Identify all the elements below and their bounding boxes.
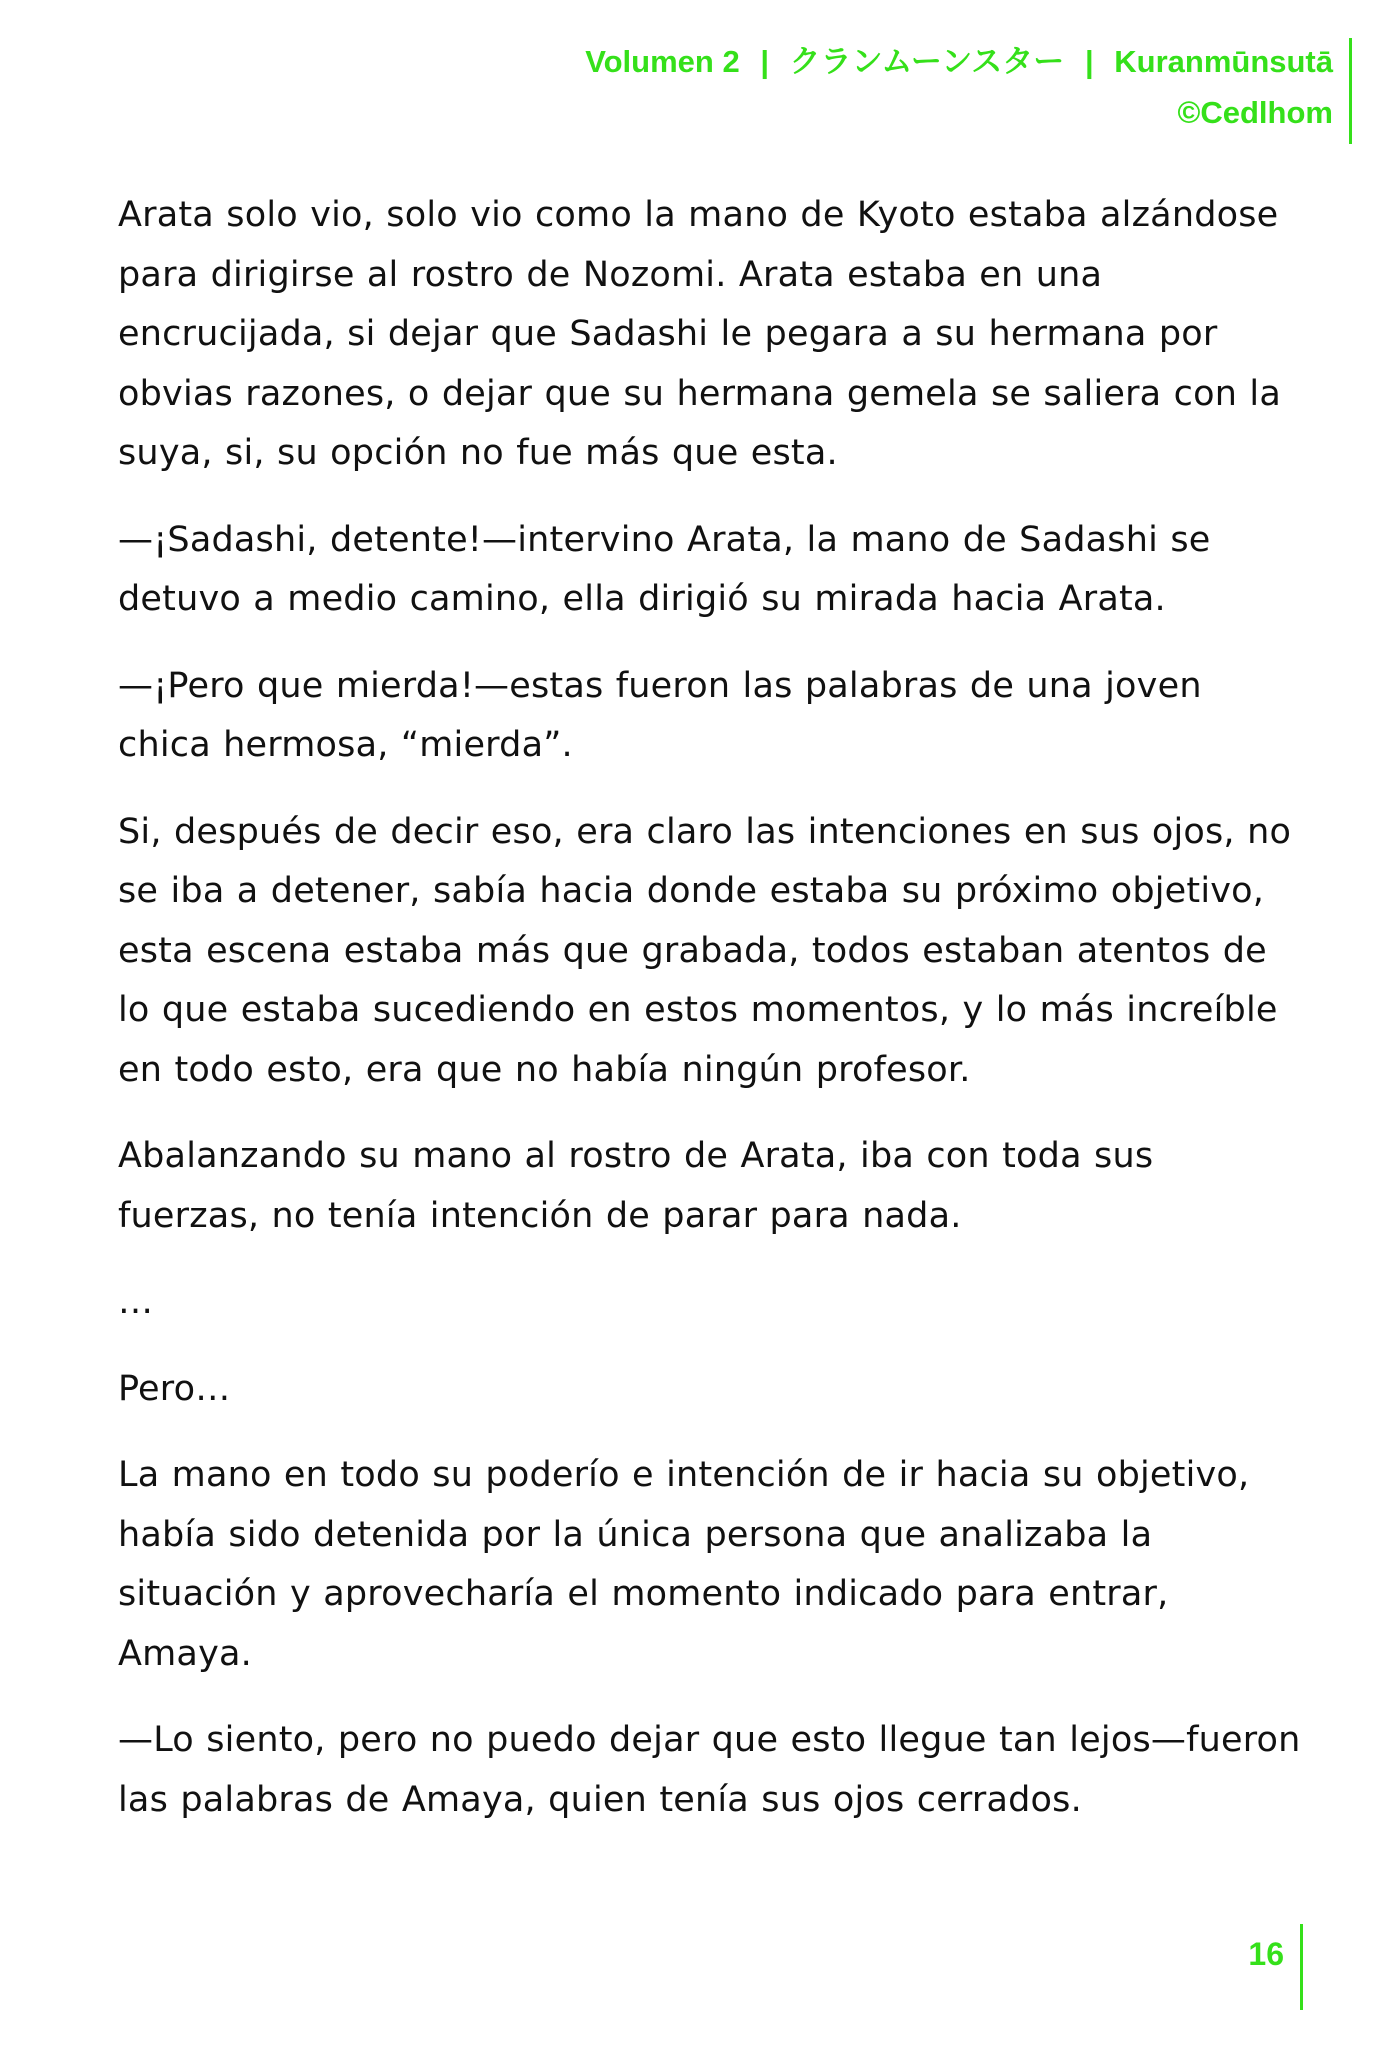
paragraph-9: —Lo siento, pero no puedo dejar que esto llegue tan lejos—fueron las palabras de Amaya, quien tenía sus ojos cerrados. <box>118 1720 1301 1820</box>
header-title-romaji: Kuranmūnsutā <box>1114 44 1333 79</box>
header-title-japanese: クランムーンスター <box>789 44 1065 79</box>
paragraph-6: … <box>118 1282 154 1322</box>
paragraph-7: Pero… <box>118 1368 231 1409</box>
page-footer <box>1248 1924 1303 2010</box>
paragraph-5: Abalanzando su mano al rostro de Arata, iba con toda sus fuerzas, no tenía intención de parar para nada. <box>118 1136 1154 1236</box>
paragraph-2: —¡Sadashi, detente!—intervino Arata, la mano de Sadashi se detuvo a medio camino, ella dirigió su mirada hacia Arata. <box>118 519 1211 619</box>
page-number: 16 <box>1248 1936 1284 1972</box>
header-volume: Volumen 2 <box>585 44 740 79</box>
page-header <box>585 38 1352 144</box>
paragraph-3: —¡Pero que mierda!—estas fueron las palabras de una joven chica hermosa, “mierda”. <box>118 665 1202 765</box>
paragraph-1: Arata solo vio, solo vio como la mano de Kyoto estaba alzándose para dirigirse al rostro de Nozomi. Arata estaba en una encrucijada, si dejar que Sadashi le pegara a su hermana por obvias razones, o dejar que su hermana gemela se saliera con la suya, si, su opción no fue más que esta. <box>118 195 1281 473</box>
header-copyright: ©Cedlhom <box>1177 95 1333 130</box>
paragraph-4: Si, después de decir eso, era claro las intenciones en sus ojos, no se iba a detener, sabía hacia donde estaba su próximo objetivo, esta escena estaba más que grabada, todos estaban atentos de lo que estaba sucediendo en estos momentos, y lo más increíble en todo esto, era que no había ningún profesor. <box>118 811 1292 1090</box>
paragraph-8: La mano en todo su poderío e intención de ir hacia su objetivo, había sido detenida por la única persona que analizaba la situación y aprovecharía el momento indicado para entrar, Amaya. <box>118 1455 1250 1674</box>
header-separator-1: | <box>760 44 770 79</box>
page-body <box>118 186 1303 1857</box>
header-title-line <box>585 38 1333 86</box>
header-separator-2: | <box>1084 44 1094 79</box>
